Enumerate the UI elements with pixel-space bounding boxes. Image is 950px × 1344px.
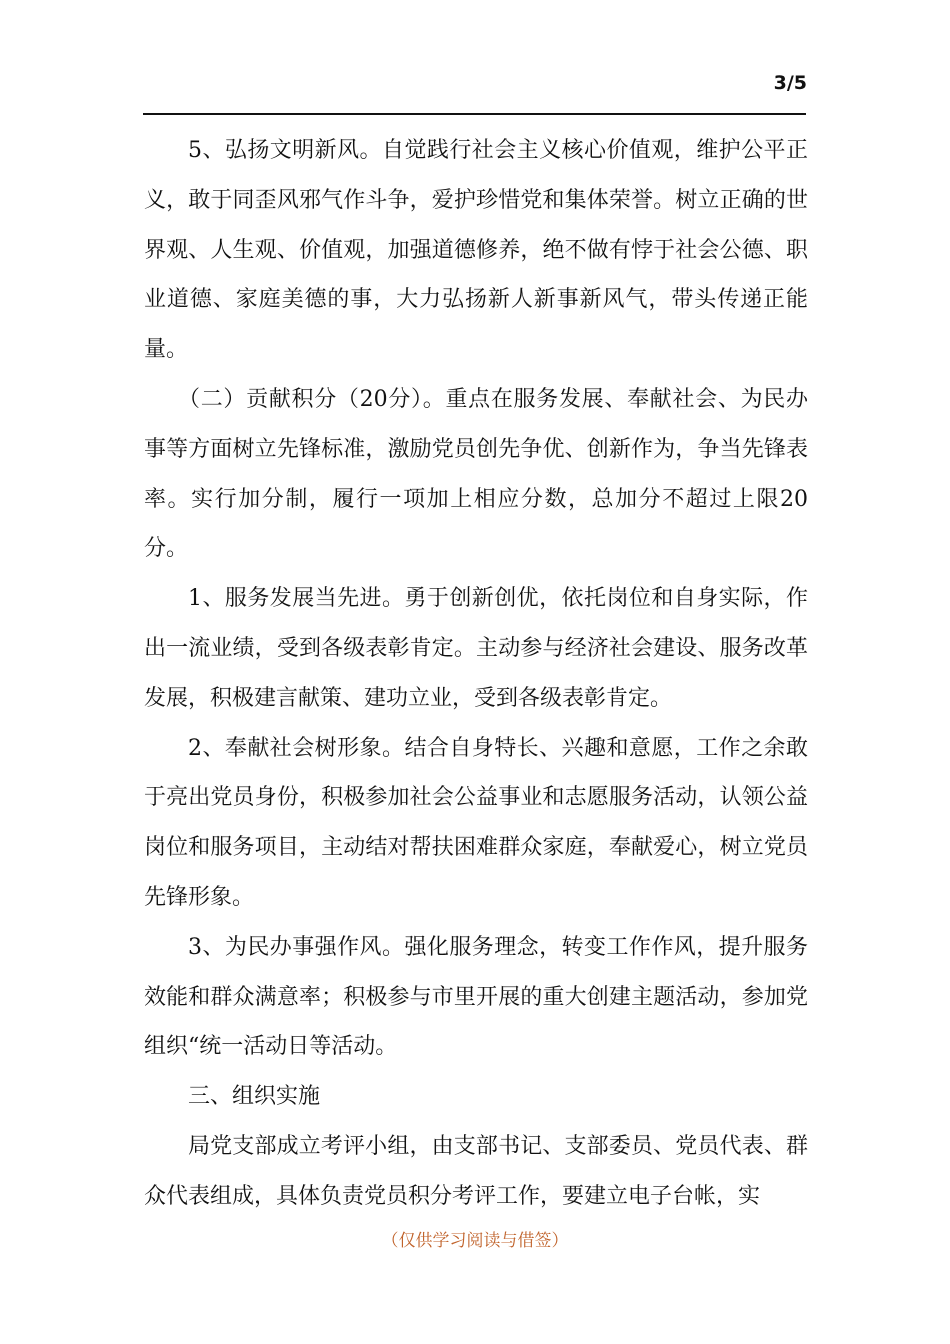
header-rule <box>143 113 806 115</box>
paragraph-contribution-points: （二）贡献积分（20分）。重点在服务发展、奉献社会、为民办事等方面树立先锋标准，激励党员创先争优、创新作为，争当先锋表率。实行加分制，履行一项加上相应分数，总加分不超过上限20分。 <box>144 386 808 562</box>
paragraph-serve-society: 2、奉献社会树形象。结合自身特长、兴趣和意愿，工作之余敢于亮出党员身份，积极参加社会公益事业和志愿服务活动，认领公益岗位和服务项目，主动结对帮扶困难群众家庭，奉献爱心，树立党员先锋形象。 <box>144 735 808 910</box>
page-number: 3/5 <box>773 72 807 94</box>
paragraph-promote-civilization: 5、弘扬文明新风。自觉践行社会主义核心价值观，维护公平正义，敢于同歪风邪气作斗争，爱护珍惜党和集体荣誉。树立正确的世界观、人生观、价值观，加强道德修养，绝不做有悖于社会公德、职业道德、家庭美德的事，大力弘扬新人新事新风气，带头传递正能量。 <box>144 138 808 363</box>
section-heading-implementation: 三、组织实施 <box>188 1084 321 1110</box>
paragraph-evaluation-group: 局党支部成立考评小组，由支部书记、支部委员、党员代表、群众代表组成，具体负责党员积分考评工作，要建立电子台帐，实 <box>144 1133 808 1209</box>
paragraph-serve-development: 1、服务发展当先进。勇于创新创优，依托岗位和自身实际，作出一流业绩，受到各级表彰肯定。主动参与经济社会建设、服务改革发展，积极建言献策、建功立业，受到各级表彰肯定。 <box>144 586 808 711</box>
footer-note: （仅供学习阅读与借签） <box>381 1231 569 1251</box>
document-body <box>144 126 808 1222</box>
paragraph-serve-people: 3、为民办事强作风。强化服务理念，转变工作作风，提升服务效能和群众满意率；积极参与市里开展的重大创建主题活动，参加党组织“统一活动日等活动。 <box>144 934 808 1060</box>
